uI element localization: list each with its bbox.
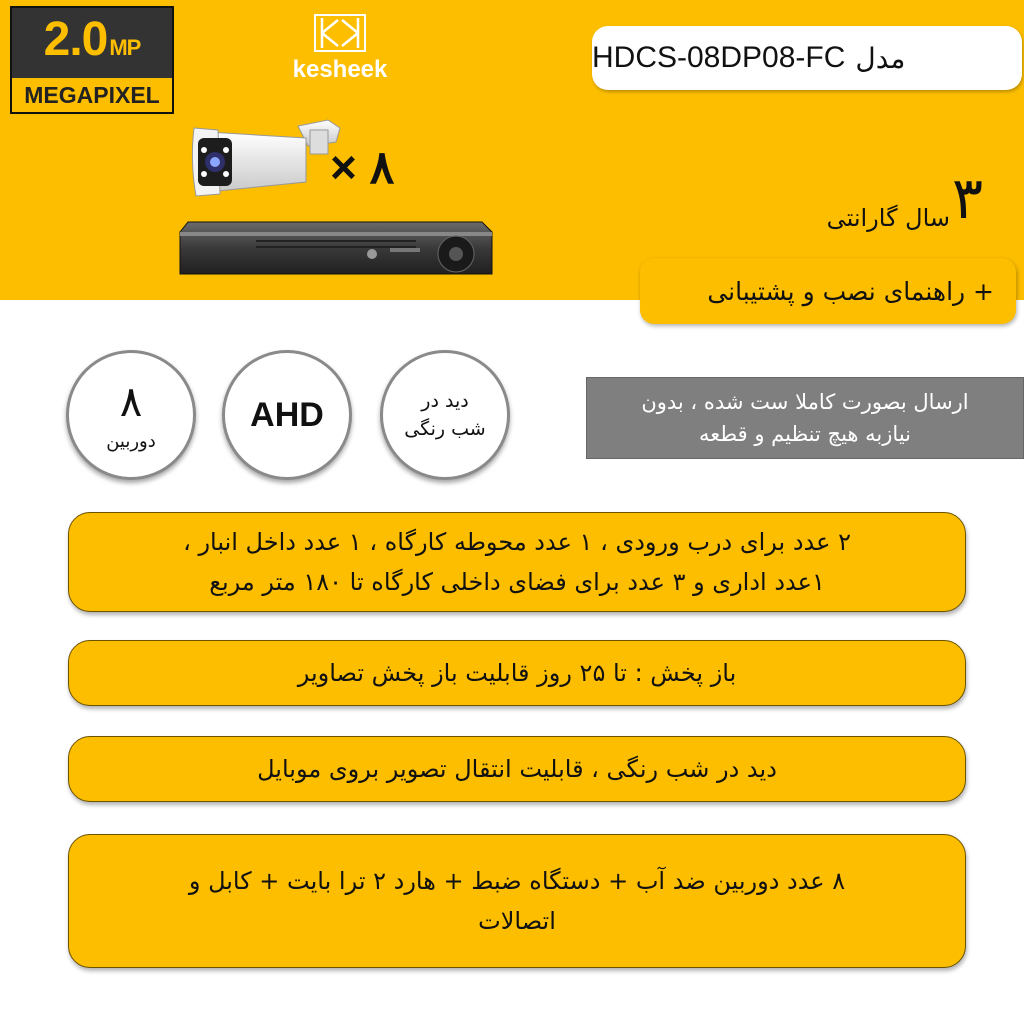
camera-multiplier: × ۸ xyxy=(330,141,395,193)
playback-box xyxy=(68,640,966,706)
warranty-label: سال گارانتی xyxy=(826,204,950,232)
camera-count-badge xyxy=(66,350,196,480)
camera-count-number: ۸ xyxy=(119,376,143,426)
model-prefix: مدل xyxy=(855,41,906,75)
color-night-line1: دید در xyxy=(421,390,469,412)
package-contents-box xyxy=(68,834,966,968)
color-night-badge xyxy=(380,350,510,480)
shipping-note-line1: ارسال بصورت کاملا ست شده ، بدون xyxy=(641,390,969,414)
placement-line2: ۱عدد اداری و ۳ عدد برای فضای داخلی کارگاه تا ۱۸۰ متر مربع xyxy=(209,568,825,596)
color-night-line2: شب رنگی xyxy=(404,418,486,440)
kk-logo-icon xyxy=(314,14,366,56)
install-guide-badge: + راهنمای نصب و پشتیبانی xyxy=(640,258,1016,324)
megapixel-label: MEGAPIXEL xyxy=(12,78,172,112)
placement-line1: ۲ عدد برای درب ورودی ، ۱ عدد محوطه کارگاه ، ۱ عدد داخل انبار ، xyxy=(183,528,851,556)
megapixel-value: 2.0MP xyxy=(43,13,141,66)
ahd-label: AHD xyxy=(250,395,324,434)
camera-count-label: دوربین xyxy=(106,430,156,452)
placement-box xyxy=(68,512,966,612)
shipping-note-line2: نیازبه هیچ تنظیم و قطعه xyxy=(698,422,911,446)
warranty-years: ۳ xyxy=(952,164,984,232)
ahd-badge xyxy=(222,350,352,480)
megapixel-badge xyxy=(10,6,174,114)
dvr-recorder-icon xyxy=(176,218,496,284)
brand-name: kesheek xyxy=(292,56,388,83)
night-mobile-text: دید در شب رنگی ، قابلیت انتقال تصویر بروی موبایل xyxy=(257,755,777,783)
package-line2: اتصالات xyxy=(478,907,556,935)
package-line1: ۸ عدد دوربین ضد آب + دستگاه ضبط + هارد ۲ ترا بایت + کابل و xyxy=(188,867,846,895)
shipping-note xyxy=(586,377,1024,459)
playback-text: باز پخش : تا ۲۵ روز قابلیت باز پخش تصاویر xyxy=(297,659,737,687)
night-mobile-box xyxy=(68,736,966,802)
model-code: HDCS-08DP08-FC xyxy=(592,41,846,74)
bullet-camera-icon xyxy=(188,112,348,208)
model-pill xyxy=(592,26,1022,90)
